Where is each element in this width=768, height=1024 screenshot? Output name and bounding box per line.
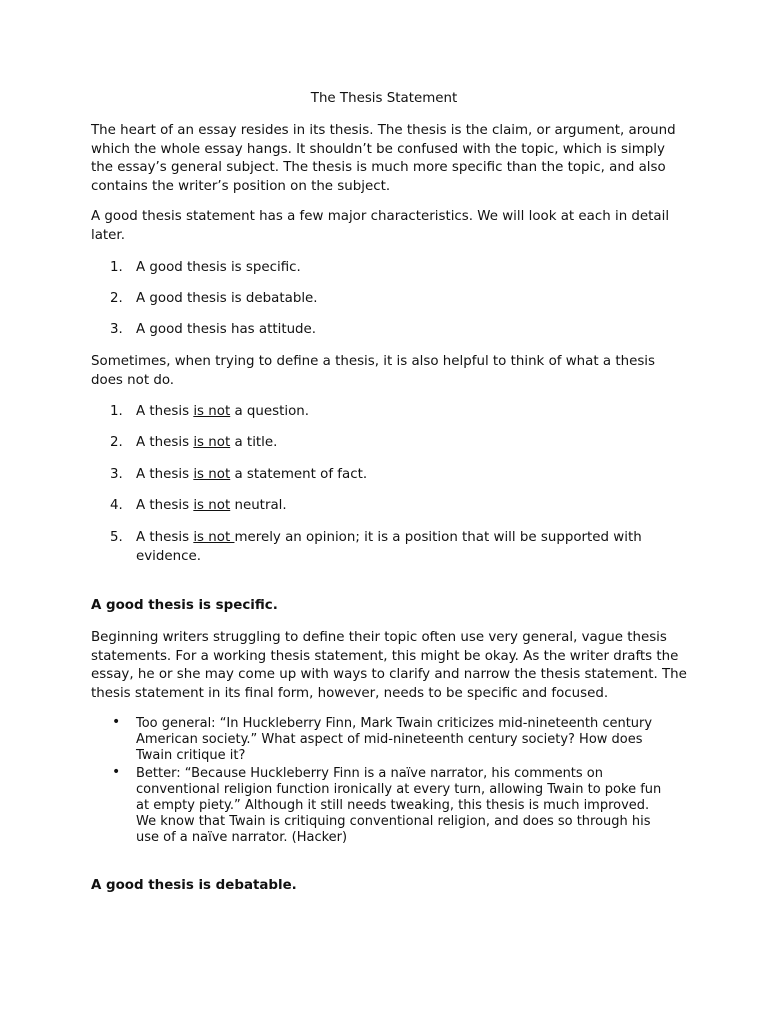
list-item-text xyxy=(136,528,670,566)
list-number: 3. xyxy=(110,322,123,337)
list-item xyxy=(110,433,670,452)
text-prefix: A thesis xyxy=(136,467,194,482)
underlined-text: is not xyxy=(193,435,231,450)
bullet-item xyxy=(110,766,670,846)
document-title: The Thesis Statement xyxy=(310,91,458,106)
text-prefix: A thesis xyxy=(136,435,194,450)
bullet-icon: • xyxy=(112,764,121,780)
list-number: 1. xyxy=(110,260,123,275)
section-heading-debatable: A good thesis is debatable. xyxy=(91,878,297,893)
list-item xyxy=(110,465,670,484)
bullet-text: Better: “Because Huckleberry Finn is a naïve narrator, his comments on conventional religion function ironically at every turn, allowing Twain to poke fun at empty piety.” Although it still needs tweaking, this thesis is much improved. We know that Twain is critiquing conventional religion, and does so through his use of a naïve narrator. (Hacker) xyxy=(136,766,662,845)
list-number: 2. xyxy=(110,435,123,450)
not-intro: Sometimes, when trying to define a thesis, it is also helpful to think of what a thesis does not do. xyxy=(91,354,655,388)
text-prefix: A thesis xyxy=(136,498,194,513)
bullet-item xyxy=(110,716,670,764)
list-item xyxy=(110,320,670,339)
text-suffix: a title. xyxy=(230,435,278,450)
list-number: 1. xyxy=(110,404,123,419)
list-item xyxy=(110,289,670,308)
list-item-text xyxy=(136,433,670,452)
list-number: 4. xyxy=(110,498,123,513)
underlined-text: is not xyxy=(193,404,231,419)
text-prefix: A thesis xyxy=(136,404,194,419)
section-heading-specific: A good thesis is specific. xyxy=(91,598,278,613)
list-item xyxy=(110,496,670,515)
list-item xyxy=(110,402,670,421)
list-item-text xyxy=(136,465,670,484)
list-item-text xyxy=(136,402,670,421)
list-number: 5. xyxy=(110,530,123,545)
text-suffix: neutral. xyxy=(230,498,287,513)
list-item xyxy=(110,258,670,277)
list-number: 2. xyxy=(110,291,123,306)
intro-paragraph: The heart of an essay resides in its thesis. The thesis is the claim, or argument, around which the whole essay hangs. It shouldn’t be confused with the topic, which is simply the essay’s general subject. The thesis is much more specific than the topic, and also contains the writer’s position on the subject. xyxy=(91,123,676,194)
underlined-text: is not xyxy=(193,530,235,545)
list-item-text: A good thesis has attitude. xyxy=(136,322,317,337)
underlined-text: is not xyxy=(193,467,231,482)
text-prefix: A thesis xyxy=(136,530,194,545)
list-item-text: A good thesis is specific. xyxy=(136,260,301,275)
text-suffix: merely an opinion; it is a position that will be supported with evidence. xyxy=(136,530,642,564)
underlined-text: is not xyxy=(193,498,231,513)
list-number: 3. xyxy=(110,467,123,482)
text-suffix: a question. xyxy=(230,404,310,419)
list-item-text: A good thesis is debatable. xyxy=(136,291,318,306)
bullet-text: Too general: “In Huckleberry Finn, Mark Twain criticizes mid-nineteenth century American society.” What aspect of mid-nineteenth century society? How does Twain critique it? xyxy=(136,716,653,763)
bullet-icon: • xyxy=(112,714,121,730)
list-item-text xyxy=(136,496,670,515)
list-item xyxy=(110,528,670,566)
specific-paragraph: Beginning writers struggling to define their topic often use very general, vague thesis statements. For a working thesis statement, this might be okay. As the writer drafts the essay, he or she may come up with ways to clarify and narrow the thesis statement. The thesis statement in its final form, however, needs to be specific and focused. xyxy=(91,630,687,701)
characteristics-intro: A good thesis statement has a few major characteristics. We will look at each in detail later. xyxy=(91,209,670,243)
text-suffix: a statement of fact. xyxy=(230,467,368,482)
